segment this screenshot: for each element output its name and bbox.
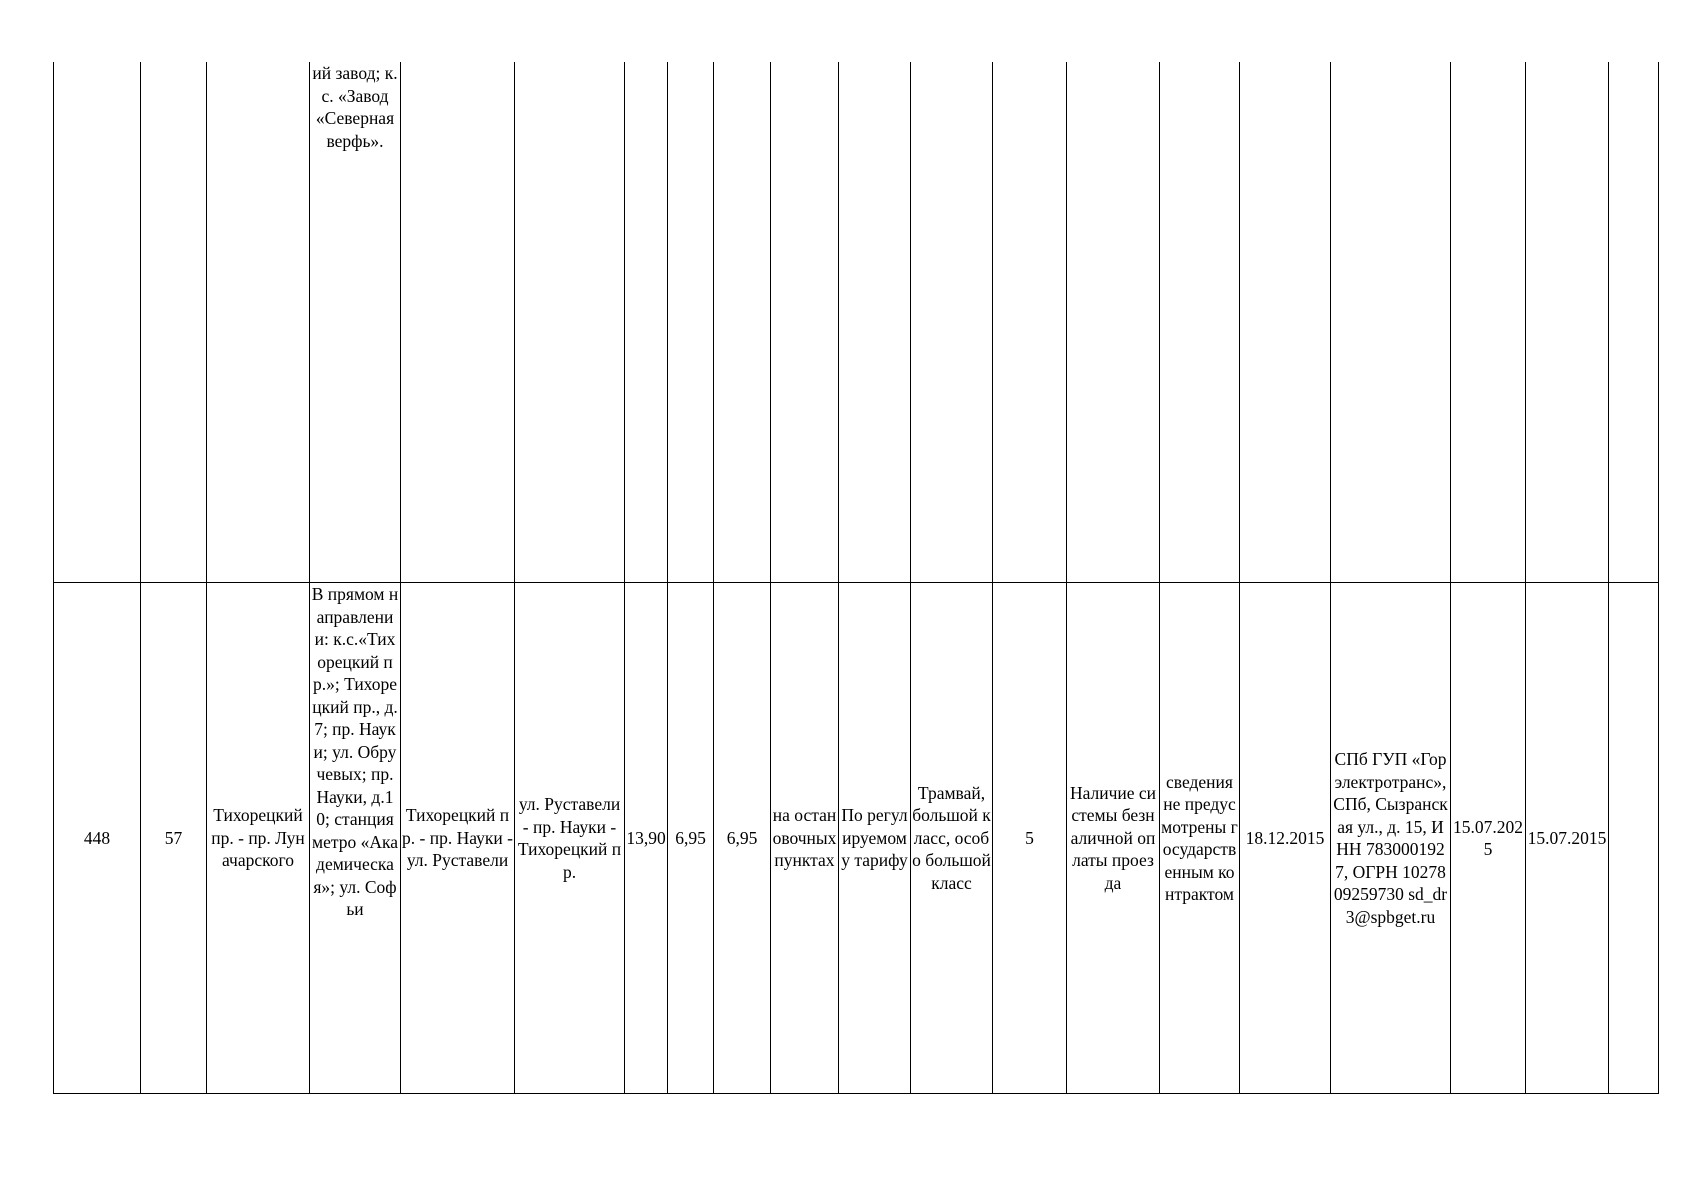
cell-date-2 xyxy=(1526,583,1609,1094)
cell-stops-forward xyxy=(310,583,401,1094)
cell-length-forward-empty xyxy=(668,62,714,583)
cell-date-2-empty xyxy=(1526,62,1609,583)
cell-route-number-empty xyxy=(141,62,207,583)
cell-registry-number xyxy=(54,583,141,1094)
cell-boarding-procedure xyxy=(771,583,839,1094)
cell-extra-empty xyxy=(1609,62,1659,583)
length-forward-text: 6,95 xyxy=(675,827,706,848)
cell-tariff-type xyxy=(839,583,911,1094)
cell-route-name-empty xyxy=(207,62,310,583)
cell-vehicle-type-empty xyxy=(911,62,993,583)
length-reverse-text: 6,95 xyxy=(726,827,758,848)
cell-date-1 xyxy=(1451,583,1526,1094)
carrier-text: СПб ГУП «Горэлектротранс», СПб, Сызранская ул., д. 15, ИНН 7830001927, ОГРН 1027809259730 sd_dr3@spbget.ru xyxy=(1333,749,1448,927)
cell-characteristics-empty xyxy=(1067,62,1160,583)
vehicle-count-text: 5 xyxy=(1025,827,1034,848)
cell-streets-forward-empty xyxy=(401,62,515,583)
length-total-text: 13,90 xyxy=(626,827,666,848)
route-name-text: Тихорецкий пр. - пр. Луначарского xyxy=(211,805,305,871)
stops-fragment-text: ий завод; к.с. «Завод «Северная верфь». xyxy=(312,63,398,151)
streets-forward-text: Тихорецкий пр. - пр. Науки - ул. Руставели xyxy=(402,805,513,871)
route-number-text: 57 xyxy=(164,827,183,848)
cell-length-reverse xyxy=(714,583,771,1094)
cell-contract-info xyxy=(1160,583,1240,1094)
cell-length-reverse-empty xyxy=(714,62,771,583)
cell-registry-number-empty xyxy=(54,62,141,583)
vehicle-characteristics-text: Наличие системы безналичной оплаты проезда xyxy=(1069,782,1157,893)
cell-contract-empty xyxy=(1160,62,1240,583)
cell-start-date xyxy=(1240,583,1331,1094)
boarding-procedure-text: на остановочных пунктах xyxy=(772,805,837,871)
cell-vehicle-type-class xyxy=(911,583,993,1094)
cell-route-name xyxy=(207,583,310,1094)
cell-length-total xyxy=(625,583,668,1094)
cell-start-date-empty xyxy=(1240,62,1331,583)
cell-carrier-empty xyxy=(1331,62,1451,583)
cell-vehicle-characteristics xyxy=(1067,583,1160,1094)
registry-number-text: 448 xyxy=(83,827,111,848)
cell-streets-reverse xyxy=(515,583,625,1094)
start-date-text: 18.12.2015 xyxy=(1245,827,1325,848)
cell-streets-reverse-empty xyxy=(515,62,625,583)
contract-info-text: сведения не предусмотрены государственным контрактом xyxy=(1161,771,1238,904)
cell-streets-forward xyxy=(401,583,515,1094)
table-row-route-57 xyxy=(54,583,1659,1094)
table-row-continuation xyxy=(54,62,1659,583)
cell-boarding-empty xyxy=(771,62,839,583)
cell-stops-fragment xyxy=(310,62,401,583)
streets-reverse-text: ул. Руставели - пр. Науки - Тихорецкий пр. xyxy=(517,794,622,882)
cell-length-forward xyxy=(668,583,714,1094)
date-2-text: 15.07.2015 xyxy=(1527,827,1607,848)
cell-vehicle-count-empty xyxy=(993,62,1067,583)
stops-forward-text: В прямом направлении: к.с.«Тихорецкий пр.»; Тихорецкий пр., д.7; пр. Науки; ул. Обручевых; пр. Науки, д.10; станция метро «Академическая»; ул. Софьи xyxy=(311,584,399,919)
vehicle-type-class-text: Трамвай, большой класс, особо большой класс xyxy=(912,782,991,893)
cell-extra xyxy=(1609,583,1659,1094)
cell-vehicle-count xyxy=(993,583,1067,1094)
cell-date-1-empty xyxy=(1451,62,1526,583)
cell-length-total-empty xyxy=(625,62,668,583)
route-registry-table xyxy=(53,62,1659,1094)
cell-carrier xyxy=(1331,583,1451,1094)
cell-tariff-empty xyxy=(839,62,911,583)
tariff-type-text: По регулируемому тарифу xyxy=(841,805,908,871)
date-1-text: 15.07.2025 xyxy=(1453,816,1523,859)
cell-route-number xyxy=(141,583,207,1094)
